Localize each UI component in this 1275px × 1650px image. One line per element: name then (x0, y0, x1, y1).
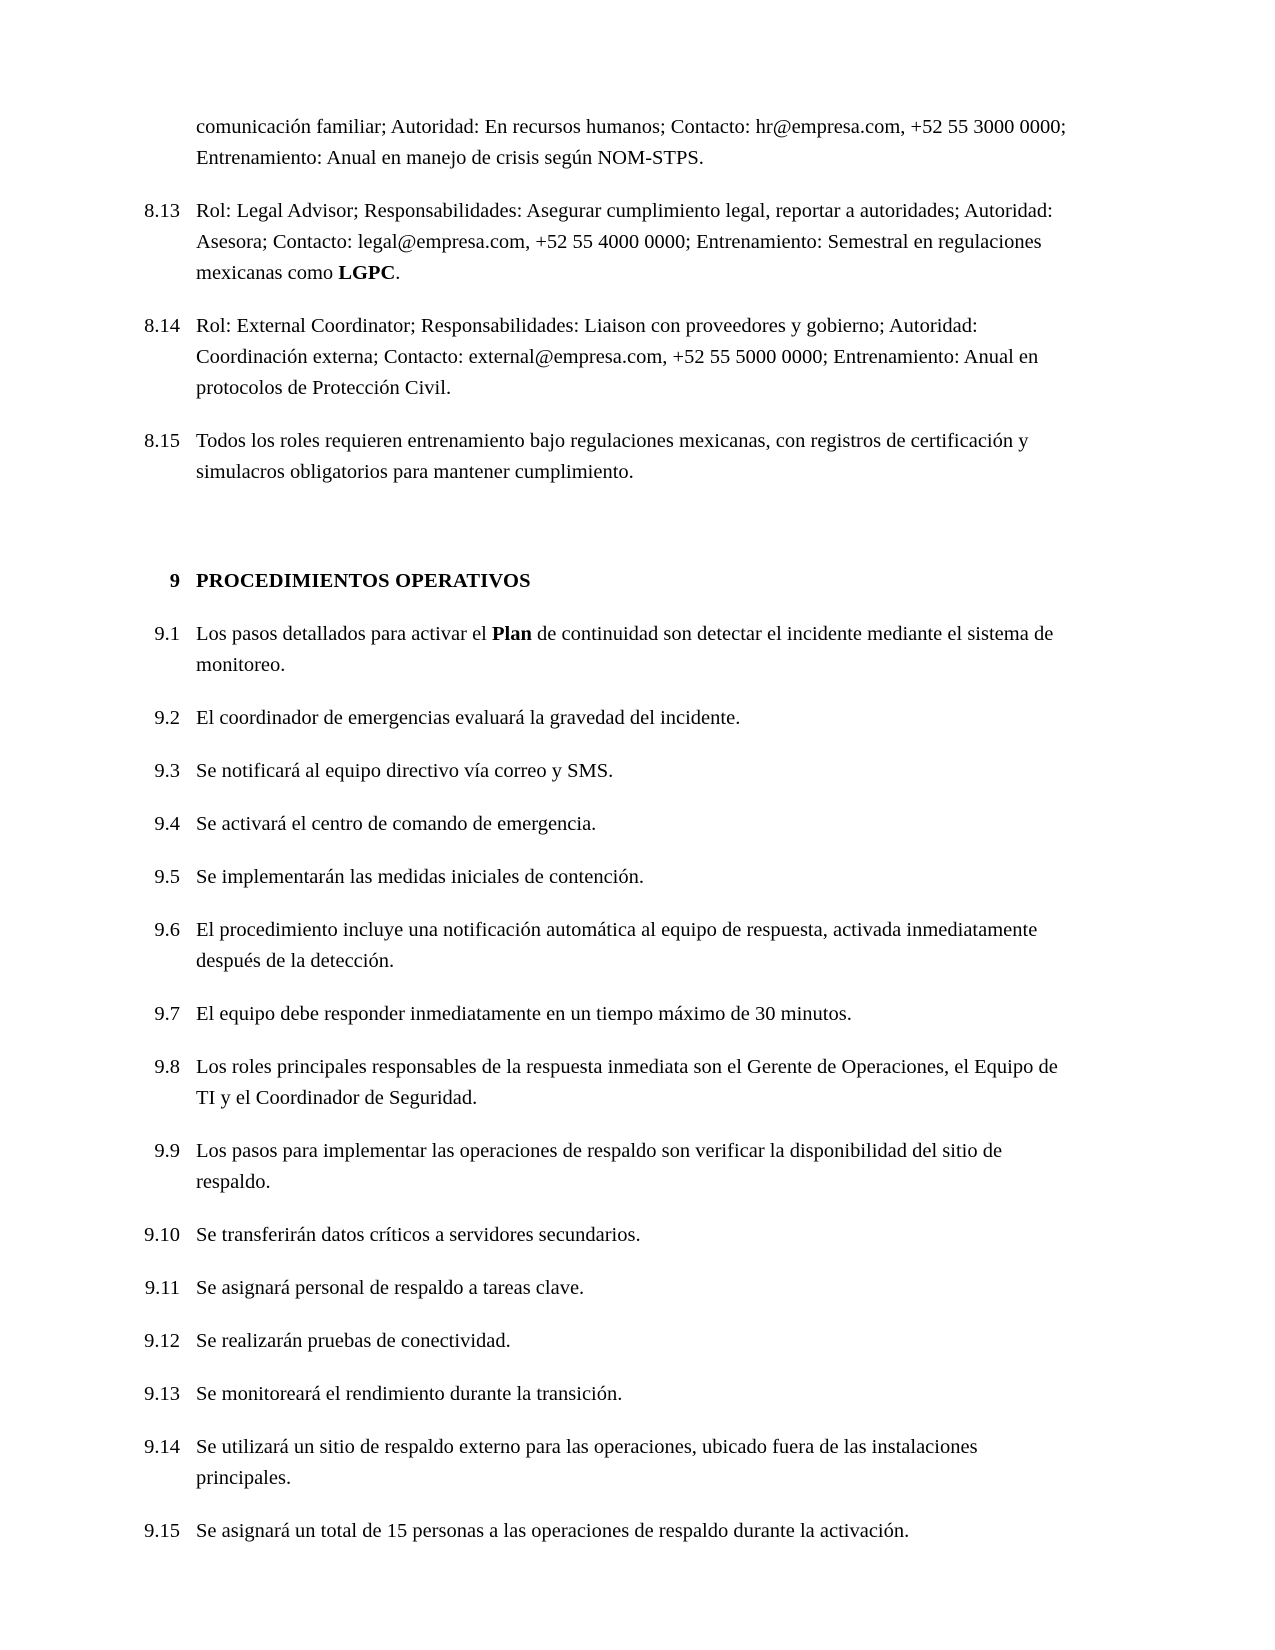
clause-text (196, 862, 1075, 893)
clause-text-emphasis: Plan (492, 623, 532, 645)
clause-text (196, 756, 1075, 787)
clause-number: 9.10 (144, 1224, 180, 1246)
clause-text-part: Rol: External Coordinator; Responsabilidades: Liaison con proveedores y gobierno; Autoridad: Coordinación externa; Contacto: external@empresa.com, +52 55 5000 0000; Entrenamiento: Anual en protocolos de Protección Civil. (196, 315, 1039, 399)
clause-number: 9.13 (144, 1383, 180, 1405)
clause-text-part: Se implementarán las medidas iniciales de contención. (196, 866, 645, 888)
clause-number: 9.4 (154, 813, 180, 835)
clause-9-7 (135, 999, 1075, 1030)
clause-9-9 (135, 1136, 1075, 1198)
clause-text (196, 196, 1075, 289)
clause-9-11 (135, 1273, 1075, 1304)
clause-number: 9.7 (154, 1003, 180, 1025)
clause-text (196, 703, 1075, 734)
clause-number: 8.13 (144, 200, 180, 222)
section-title: PROCEDIMIENTOS OPERATIVOS (196, 570, 531, 592)
clause-text-part: El equipo debe responder inmediatamente en un tiempo máximo de 30 minutos. (196, 1003, 852, 1025)
clause-text-part: El procedimiento incluye una notificación automática al equipo de respuesta, activada inmediatamente después de la detección. (196, 919, 1038, 972)
section-heading-9 (135, 510, 1075, 597)
clause-text-part: Se notificará al equipo directivo vía correo y SMS. (196, 760, 614, 782)
clause-number: 9.11 (144, 1277, 180, 1299)
clause-text-emphasis: LGPC (338, 262, 396, 284)
continuation-paragraph: comunicación familiar; Autoridad: En recursos humanos; Contacto: hr@empresa.com, +52 55 3000 0000; Entrenamiento: Anual en manejo de crisis según NOM-STPS. (196, 116, 1067, 169)
clause-text-part: Los pasos detallados para activar el (196, 623, 492, 645)
clause-8-13 (135, 196, 1075, 289)
clause-8-15 (135, 426, 1075, 488)
clause-9-15 (135, 1516, 1075, 1547)
clause-text-part: Se transferirán datos críticos a servidores secundarios. (196, 1224, 641, 1246)
clause-number: 9.15 (144, 1520, 180, 1542)
clause-text-part: Se monitoreará el rendimiento durante la transición. (196, 1383, 623, 1405)
clause-9-14 (135, 1432, 1075, 1494)
clause-text-tail: de continuidad son detectar el incidente mediante el sistema de monitoreo. (196, 623, 1054, 676)
clause-text (196, 311, 1075, 404)
clause-number: 9.9 (154, 1140, 180, 1162)
clause-text-part: Los roles principales responsables de la respuesta inmediata son el Gerente de Operaciones, el Equipo de TI y el Coordinador de Seguridad. (196, 1056, 1058, 1109)
clause-number: 9.1 (154, 623, 180, 645)
clause-text (196, 809, 1075, 840)
clause-text-part: Rol: Legal Advisor; Responsabilidades: Asegurar cumplimiento legal, reportar a autoridades; Autoridad: Asesora; Contacto: legal@empresa.com, +52 55 4000 0000; Entrenamiento: Semestral en regulaciones mexicanas como (196, 200, 1053, 284)
clause-text (196, 1326, 1075, 1357)
clause-9-4 (135, 809, 1075, 840)
section-number: 9 (169, 570, 180, 592)
clause-number: 8.14 (144, 315, 180, 337)
clause-text-part: Se asignará personal de respaldo a tareas clave. (196, 1277, 585, 1299)
clause-text (196, 1273, 1075, 1304)
clause-number: 8.15 (144, 430, 180, 452)
clause-number: 9.8 (154, 1056, 180, 1078)
clause-text-part: Se utilizará un sitio de respaldo externo para las operaciones, ubicado fuera de las instalaciones principales. (196, 1436, 978, 1489)
clause-text-part: Todos los roles requieren entrenamiento bajo regulaciones mexicanas, con registros de certificación y simulacros obligatorios para mantener cumplimiento. (196, 430, 1029, 483)
clause-text (196, 1052, 1075, 1114)
clause-text-part: Se activará el centro de comando de emergencia. (196, 813, 597, 835)
clause-9-3 (135, 756, 1075, 787)
clause-text (196, 1220, 1075, 1251)
clause-number: 9.2 (154, 707, 180, 729)
clause-9-6 (135, 915, 1075, 977)
clause-number: 9.6 (154, 919, 180, 941)
clause-text-part: Los pasos para implementar las operaciones de respaldo son verificar la disponibilidad del sitio de respaldo. (196, 1140, 1003, 1193)
clause-text (196, 426, 1075, 488)
clause-text (196, 1516, 1075, 1547)
clause-number: 9.5 (154, 866, 180, 888)
clause-9-2 (135, 703, 1075, 734)
clause-text (196, 1136, 1075, 1198)
clause-9-8 (135, 1052, 1075, 1114)
clause-text-part: Se realizarán pruebas de conectividad. (196, 1330, 511, 1352)
document-body (135, 112, 1075, 1547)
clause-text (196, 619, 1075, 681)
clause-text (196, 1379, 1075, 1410)
clause-text-tail: . (395, 262, 401, 284)
clause-number: 9.3 (154, 760, 180, 782)
clause-number: 9.12 (144, 1330, 180, 1352)
clause-9-12 (135, 1326, 1075, 1357)
clause-text (196, 999, 1075, 1030)
clause-number: 9.14 (144, 1436, 180, 1458)
clause-9-5 (135, 862, 1075, 893)
clause-9-1 (135, 619, 1075, 681)
clause-text-part: Se asignará un total de 15 personas a las operaciones de respaldo durante la activación. (196, 1520, 910, 1542)
clause-9-10 (135, 1220, 1075, 1251)
clause-text-part: El coordinador de emergencias evaluará la gravedad del incidente. (196, 707, 741, 729)
clause-8-14 (135, 311, 1075, 404)
clause-9-13 (135, 1379, 1075, 1410)
clause-text (196, 1432, 1075, 1494)
clause-text (196, 915, 1075, 977)
